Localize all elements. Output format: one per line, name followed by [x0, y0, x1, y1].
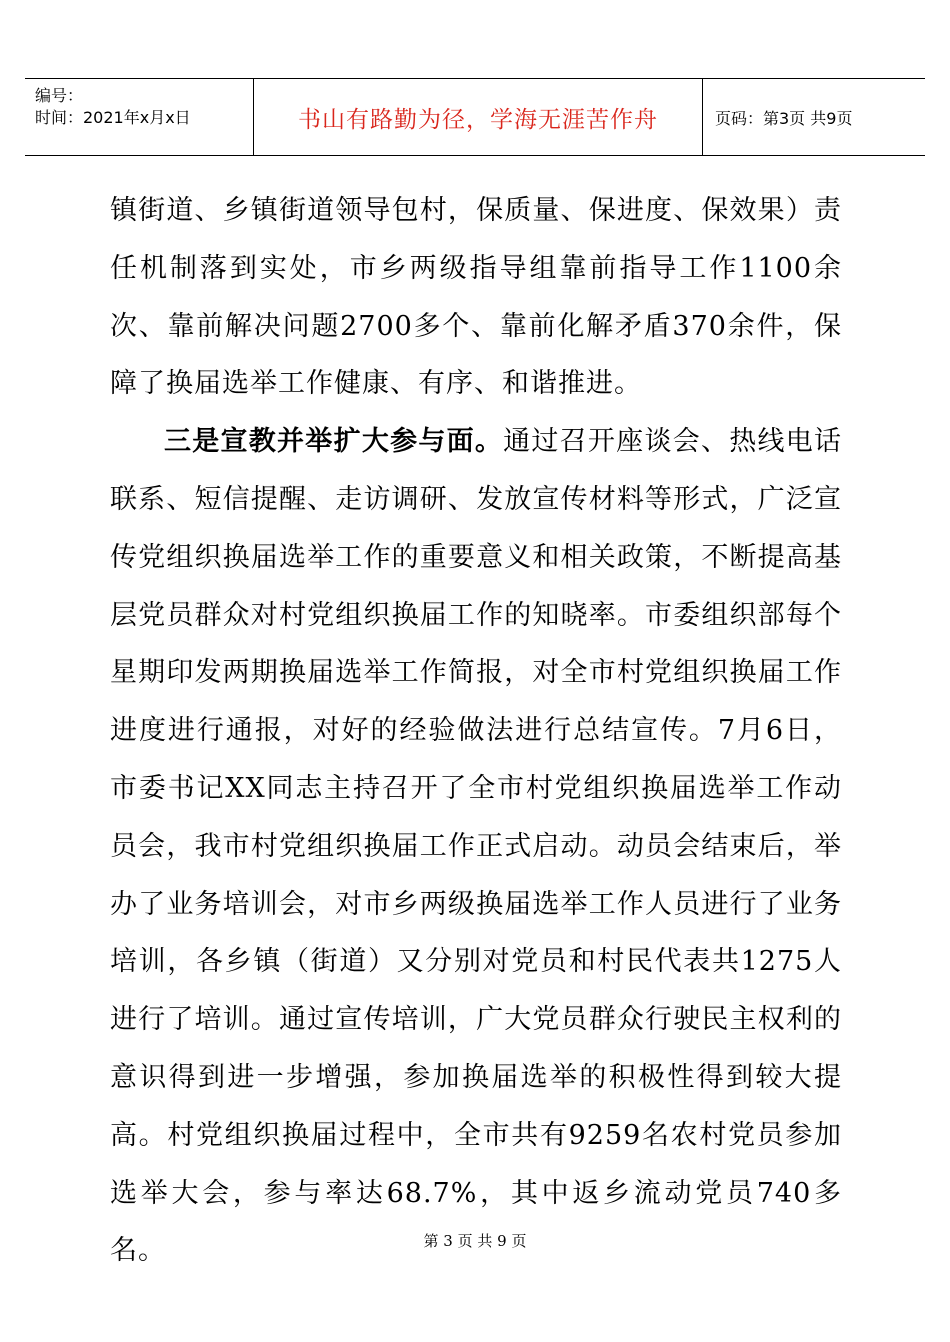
header-meta: [25, 79, 253, 155]
document-number-label: 编号：: [35, 86, 84, 105]
document-body: [110, 182, 842, 1280]
document-header: [25, 78, 925, 156]
paragraph-outreach: [110, 413, 842, 1280]
paragraph-text: 通过召开座谈会、热线电话联系、短信提醒、走访调研、发放宣传材料等形式，广泛宣传党组织换届选举工作的重要意义和相关政策，不断提高基层党员群众对村党组织换届工作的知晓率。市委组织部每个星期印发两期换届选举工作简报，对全市村党组织换届工作进度进行通报，对好的经验做法进行总结宣传。7月6日，市委书记XX同志主持召开了全市村党组织换届选举工作动员会，我市村党组织换届工作正式启动。动员会结束后，举办了业务培训会，对市乡两级换届选举工作人员进行了业务培训，各乡镇（街道）又分别对党员和村民代表共1275人进行了培训。通过宣传培训，广大党员群众行驶民主权利的意识得到进一步增强，参加换届选举的积极性得到较大提高。村党组织换届过程中，全市共有9259名农村党员参加选举大会，参与率达68.7%，其中返乡流动党员740多名。: [110, 426, 843, 1267]
header-motto: 书山有路勤为径，学海无涯苦作舟: [298, 106, 658, 133]
document-time-label: 时间：2021年x月x日: [35, 108, 191, 127]
page-footer: 第 3 页 共 9 页: [423, 1232, 527, 1250]
header-page-info: 页码：第3页 共9页: [715, 108, 853, 128]
paragraph-continuation: 镇街道、乡镇街道领导包村，保质量、保进度、保效果）责任机制落到实处，市乡两级指导组靠前指导工作1100余次、靠前解决问题2700多个、靠前化解矛盾370余件，保障了换届选举工作健康、有序、和谐推进。: [110, 195, 842, 400]
paragraph-heading: 三是宣教并举扩大参与面。: [164, 426, 504, 458]
